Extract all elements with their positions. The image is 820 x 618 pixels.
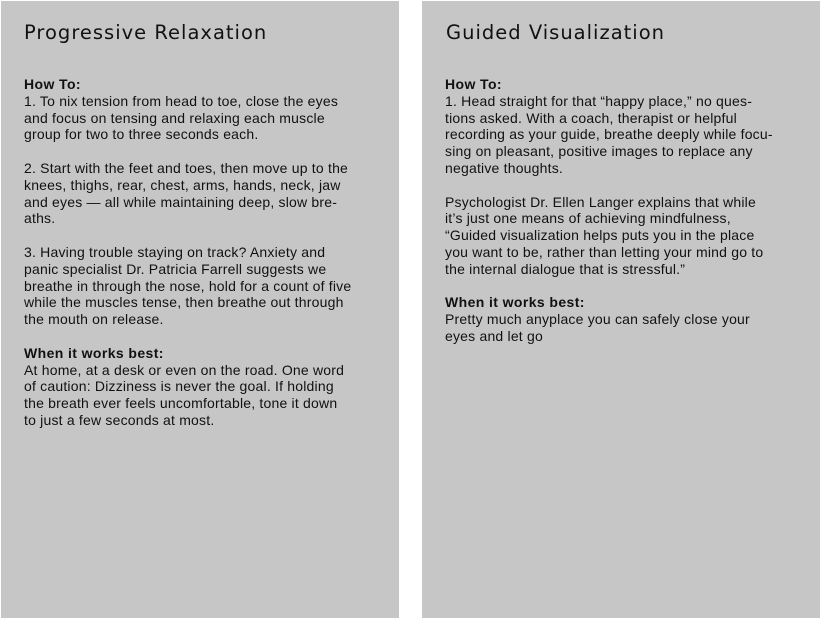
text-line: eyes and let go <box>445 327 543 344</box>
text-line: the internal dialogue that is stressful.” <box>445 260 686 277</box>
text-line: and focus on tensing and relaxing each muscle <box>24 109 325 126</box>
text-line: At home, at a desk or even on the road. One word <box>24 361 345 378</box>
text-line: 1. Head straight for that “happy place,” no ques- <box>445 92 753 109</box>
text-line: you want to be, rather than letting your mind go to <box>445 243 764 260</box>
text-line: the mouth on release. <box>24 311 164 328</box>
text-line: and eyes — all while maintaining deep, slow bre- <box>24 193 338 210</box>
panel-body <box>24 76 384 429</box>
when-best-section <box>445 294 805 344</box>
how-to-step <box>24 160 384 227</box>
text-line: 1. To nix tension from head to toe, close the eyes <box>24 92 339 109</box>
panel-title: Progressive Relaxation <box>24 21 268 44</box>
text-line: “Guided visualization helps puts you in the place <box>445 227 755 244</box>
how-to-section <box>445 76 805 177</box>
text-line: while the muscles tense, then breathe out through <box>24 294 344 311</box>
text-line: it’s just one means of achieving mindfulness, <box>445 210 731 227</box>
quote-paragraph <box>445 194 805 278</box>
text-line: panic specialist Dr. Patricia Farrell suggests we <box>24 260 327 277</box>
how-to-heading: How To: <box>445 76 502 92</box>
text-line: of caution: Dizziness is never the goal. If holding <box>24 378 334 395</box>
text-line: Psychologist Dr. Ellen Langer explains that while <box>445 193 756 210</box>
how-to-heading: How To: <box>24 76 81 92</box>
when-best-heading: When it works best: <box>24 344 164 361</box>
text-line: breathe in through the nose, hold for a count of five <box>24 277 352 294</box>
when-best-heading: When it works best: <box>445 294 585 311</box>
panel-title: Guided Visualization <box>446 21 666 44</box>
text-line: aths. <box>24 210 56 227</box>
text-line: recording as your guide, breathe deeply while focu- <box>445 126 773 143</box>
text-line: negative thoughts. <box>445 159 564 176</box>
how-to-section <box>24 76 384 143</box>
text-line: Pretty much anyplace you can safely close your <box>445 311 750 328</box>
when-best-section <box>24 345 384 429</box>
text-line: sing on pleasant, positive images to replace any <box>445 143 753 160</box>
text-line: knees, thighs, rear, chest, arms, hands, neck, jaw <box>24 176 341 193</box>
panel-progressive-relaxation <box>1 1 399 618</box>
how-to-step <box>24 244 384 328</box>
text-line: group for two to three seconds each. <box>24 126 259 143</box>
text-line: to just a few seconds at most. <box>24 411 215 428</box>
text-line: the breath ever feels uncomfortable, tone it down <box>24 395 338 412</box>
panel-body <box>445 76 805 345</box>
text-line: tions asked. With a coach, therapist or helpful <box>445 109 737 126</box>
panel-guided-visualization <box>422 1 820 618</box>
text-line: 2. Start with the feet and toes, then move up to the <box>24 159 349 176</box>
text-line: 3. Having trouble staying on track? Anxiety and <box>24 243 326 260</box>
